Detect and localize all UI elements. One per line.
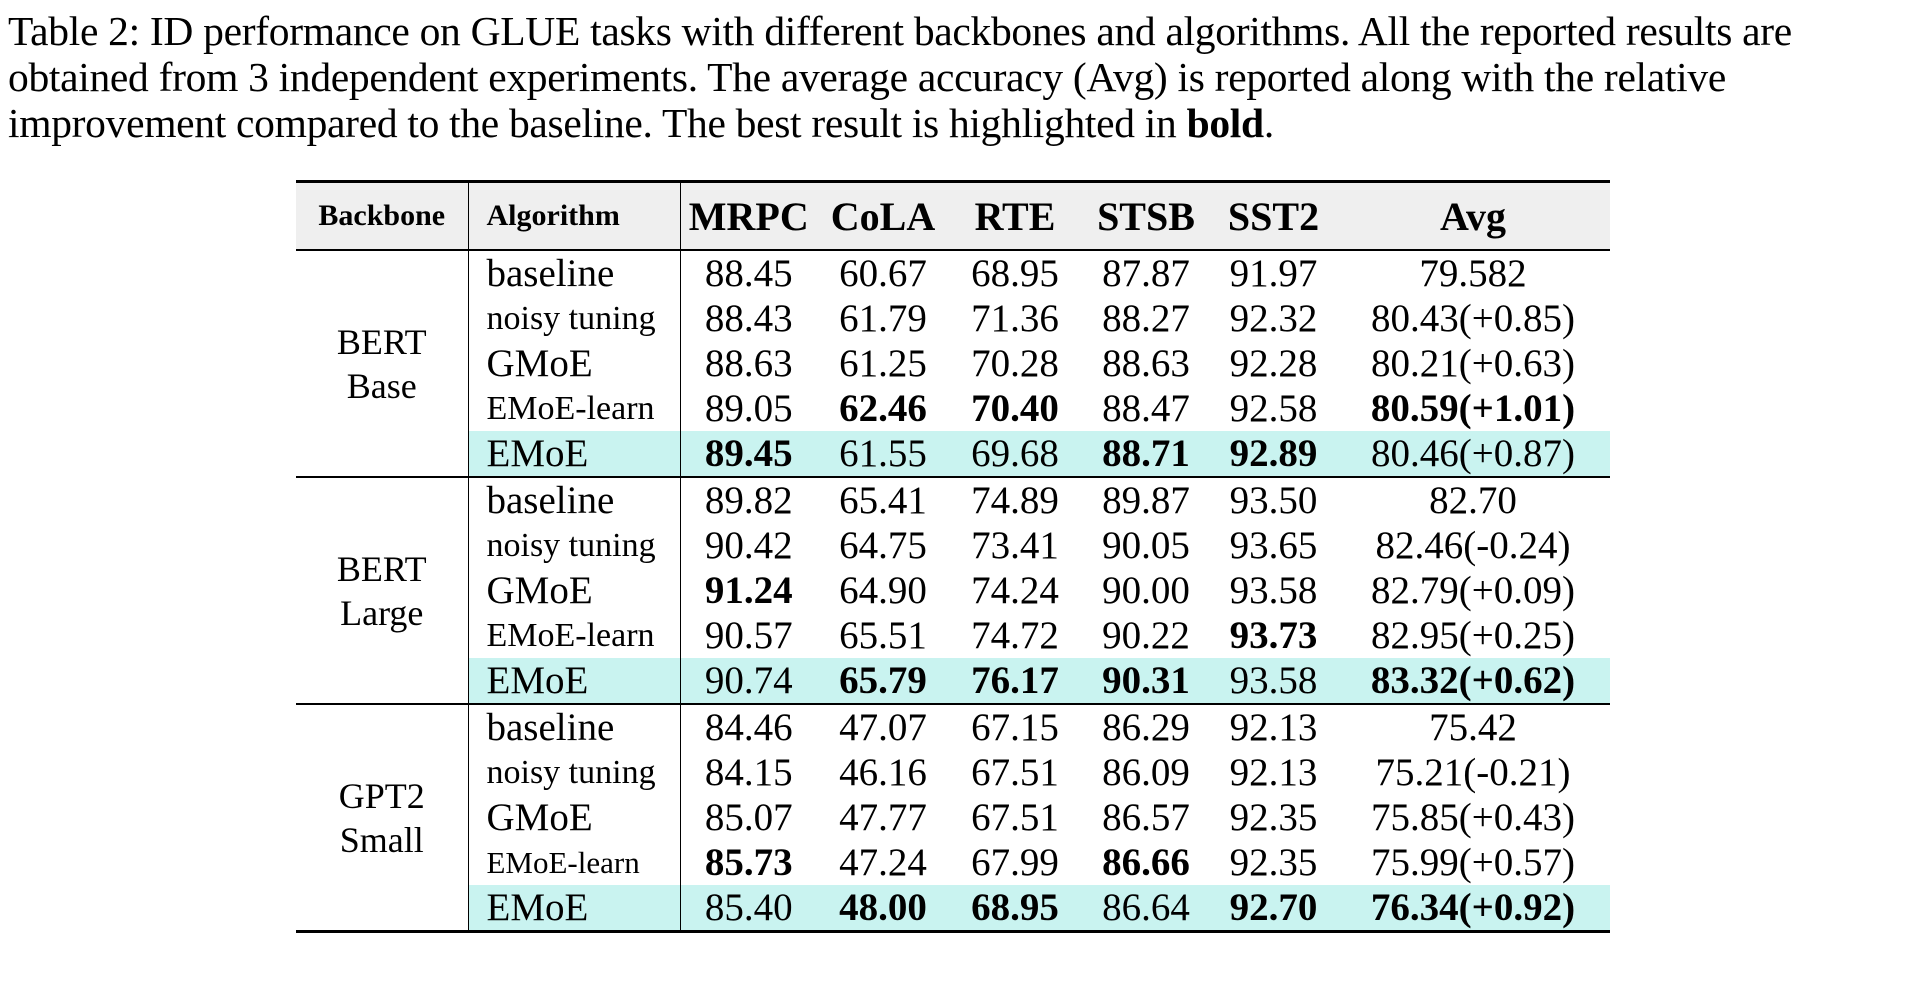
table-row: [296, 477, 1610, 523]
avg-cell: 80.59(+1.01): [1370, 387, 1576, 430]
avg-cell: 80.21(+0.63): [1371, 342, 1575, 385]
algorithm-cell: noisy tuning: [468, 296, 680, 341]
mrpc-cell: 91.24: [704, 569, 793, 612]
rte-cell: 67.51: [971, 796, 1059, 839]
avg-cell: 75.85(+0.43): [1371, 796, 1575, 839]
header-mrpc: MRPC: [688, 193, 809, 239]
sst2-cell: 92.35: [1229, 796, 1318, 839]
results-table: [296, 180, 1610, 933]
sst2-cell: 93.73: [1229, 614, 1318, 657]
cola-cell: 61.79: [839, 297, 927, 340]
cola-cell: 46.16: [839, 751, 927, 794]
header-backbone: Backbone: [296, 182, 468, 251]
stsb-cell: 86.64: [1081, 885, 1211, 932]
rte-cell: 67.99: [971, 841, 1059, 884]
sst2-cell: 92.70: [1211, 885, 1336, 932]
algorithm-cell: GMoE: [468, 795, 680, 840]
mrpc-cell: 85.40: [680, 885, 817, 932]
table-row: [296, 840, 1610, 885]
caption-suffix: .: [1263, 100, 1274, 146]
algorithm-cell: EMoE: [468, 885, 680, 932]
rte-cell: 76.17: [949, 658, 1081, 704]
backbone-line2: Base: [346, 365, 417, 406]
cola-cell: 47.24: [839, 841, 927, 884]
cola-cell: 65.79: [817, 658, 949, 704]
algorithm-cell: EMoE: [468, 431, 680, 477]
table-row-highlighted: [296, 658, 1610, 704]
stsb-cell: 86.66: [1102, 841, 1190, 884]
table-row: [296, 250, 1610, 296]
algorithm-cell: noisy tuning: [468, 750, 680, 795]
backbone-line2: Large: [340, 592, 424, 633]
mrpc-cell: 90.74: [680, 658, 817, 704]
cola-cell: 48.00: [817, 885, 949, 932]
mrpc-cell: 90.42: [704, 524, 793, 567]
table-row: [296, 613, 1610, 658]
stsb-cell: 88.71: [1081, 431, 1211, 477]
rte-cell: 69.68: [949, 431, 1081, 477]
avg-cell: 75.21(-0.21): [1375, 751, 1571, 794]
stsb-cell: 86.09: [1102, 751, 1190, 794]
header-stsb: STSB: [1097, 193, 1195, 239]
algorithm-cell: GMoE: [468, 341, 680, 386]
avg-cell: 76.34(+0.92): [1336, 885, 1610, 932]
mrpc-cell: 88.63: [704, 342, 793, 385]
table-row-highlighted: [296, 885, 1610, 932]
mrpc-cell: 89.05: [704, 387, 793, 430]
sst2-cell: 92.32: [1229, 297, 1318, 340]
algorithm-cell: noisy tuning: [468, 523, 680, 568]
header-sst2: SST2: [1227, 193, 1320, 239]
algorithm-cell: baseline: [468, 704, 680, 750]
algorithm-cell: EMoE-learn: [468, 613, 680, 658]
stsb-cell: 90.22: [1102, 614, 1190, 657]
backbone-line1: BERT: [336, 548, 427, 589]
caption-bold-word: bold: [1186, 100, 1264, 146]
mrpc-cell: 88.45: [704, 252, 793, 295]
sst2-cell: 93.65: [1229, 524, 1318, 567]
stsb-cell: 89.87: [1102, 479, 1190, 522]
cola-cell: 62.46: [839, 387, 927, 430]
rte-cell: 67.51: [971, 751, 1059, 794]
stsb-cell: 90.31: [1081, 658, 1211, 704]
backbone-cell-bert-large: [296, 477, 468, 704]
avg-cell: 82.70: [1429, 479, 1517, 522]
table-row: [296, 750, 1610, 795]
mrpc-cell: 89.82: [704, 479, 793, 522]
header-avg: Avg: [1440, 193, 1506, 239]
mrpc-cell: 84.46: [704, 706, 793, 749]
cola-cell: 47.07: [839, 706, 927, 749]
algorithm-cell: EMoE: [468, 658, 680, 704]
mrpc-cell: 85.07: [704, 796, 793, 839]
table-row: [296, 795, 1610, 840]
avg-cell: 82.95(+0.25): [1371, 614, 1575, 657]
header-algorithm: Algorithm: [468, 182, 680, 251]
table-row: [296, 296, 1610, 341]
table-row: [296, 386, 1610, 431]
sst2-cell: 93.58: [1229, 569, 1318, 612]
backbone-cell-gpt2-small: [296, 704, 468, 932]
sst2-cell: 92.13: [1229, 706, 1318, 749]
stsb-cell: 87.87: [1102, 252, 1190, 295]
mrpc-cell: 90.57: [704, 614, 793, 657]
cola-cell: 61.25: [839, 342, 927, 385]
table-row: [296, 704, 1610, 750]
backbone-cell-bert-base: [296, 250, 468, 477]
avg-cell: 80.43(+0.85): [1371, 297, 1575, 340]
stsb-cell: 88.27: [1102, 297, 1190, 340]
sst2-cell: 91.97: [1229, 252, 1318, 295]
cola-cell: 64.75: [839, 524, 927, 567]
backbone-line2: Small: [339, 819, 424, 860]
rte-cell: 70.40: [971, 387, 1059, 430]
sst2-cell: 92.58: [1229, 387, 1318, 430]
table-row: [296, 523, 1610, 568]
stsb-cell: 86.29: [1102, 706, 1190, 749]
mrpc-cell: 85.73: [704, 841, 793, 884]
rte-cell: 74.72: [971, 614, 1059, 657]
sst2-cell: 92.28: [1229, 342, 1318, 385]
cola-cell: 65.51: [839, 614, 927, 657]
table-row: [296, 568, 1610, 613]
avg-cell: 82.46(-0.24): [1375, 524, 1571, 567]
header-row: [296, 182, 1610, 251]
mrpc-cell: 88.43: [704, 297, 793, 340]
algorithm-cell: EMoE-learn: [468, 840, 680, 885]
avg-cell: 83.32(+0.62): [1336, 658, 1610, 704]
avg-cell: 75.99(+0.57): [1371, 841, 1575, 884]
sst2-cell: 93.58: [1211, 658, 1336, 704]
backbone-line1: GPT2: [338, 775, 425, 816]
algorithm-cell: baseline: [468, 477, 680, 523]
algorithm-cell: GMoE: [468, 568, 680, 613]
avg-cell: 79.582: [1419, 252, 1527, 295]
cola-cell: 64.90: [839, 569, 927, 612]
cola-cell: 47.77: [839, 796, 927, 839]
table-row-highlighted: [296, 431, 1610, 477]
rte-cell: 71.36: [971, 297, 1059, 340]
sst2-cell: 92.13: [1229, 751, 1318, 794]
header-cola: CoLA: [830, 193, 936, 239]
stsb-cell: 88.63: [1102, 342, 1190, 385]
sst2-cell: 92.89: [1211, 431, 1336, 477]
sst2-cell: 92.35: [1229, 841, 1318, 884]
rte-cell: 68.95: [949, 885, 1081, 932]
cola-cell: 61.55: [817, 431, 949, 477]
rte-cell: 73.41: [971, 524, 1059, 567]
stsb-cell: 90.05: [1102, 524, 1190, 567]
algorithm-cell: EMoE-learn: [468, 386, 680, 431]
caption-text: Table 2: ID performance on GLUE tasks with different backbones and algorithms. All the reported results are obtained from 3 independent experiments. The average accuracy (Avg) is reported along with the relative improvement compared to the baseline. The best result is highlighted in: [8, 8, 1792, 146]
cola-cell: 65.41: [839, 479, 927, 522]
rte-cell: 70.28: [971, 342, 1059, 385]
rte-cell: 74.89: [971, 479, 1059, 522]
rte-cell: 74.24: [971, 569, 1059, 612]
backbone-line1: BERT: [336, 321, 427, 362]
mrpc-cell: 89.45: [680, 431, 817, 477]
avg-cell: 80.46(+0.87): [1336, 431, 1610, 477]
header-rte: RTE: [974, 193, 1056, 239]
stsb-cell: 90.00: [1102, 569, 1190, 612]
sst2-cell: 93.50: [1229, 479, 1318, 522]
rte-cell: 68.95: [971, 252, 1059, 295]
avg-cell: 82.79(+0.09): [1371, 569, 1575, 612]
stsb-cell: 88.47: [1102, 387, 1190, 430]
stsb-cell: 86.57: [1102, 796, 1190, 839]
table-caption: [8, 8, 1913, 146]
table-row: [296, 341, 1610, 386]
cola-cell: 60.67: [839, 252, 927, 295]
mrpc-cell: 84.15: [704, 751, 793, 794]
rte-cell: 67.15: [971, 706, 1059, 749]
avg-cell: 75.42: [1429, 706, 1517, 749]
algorithm-cell: baseline: [468, 250, 680, 296]
